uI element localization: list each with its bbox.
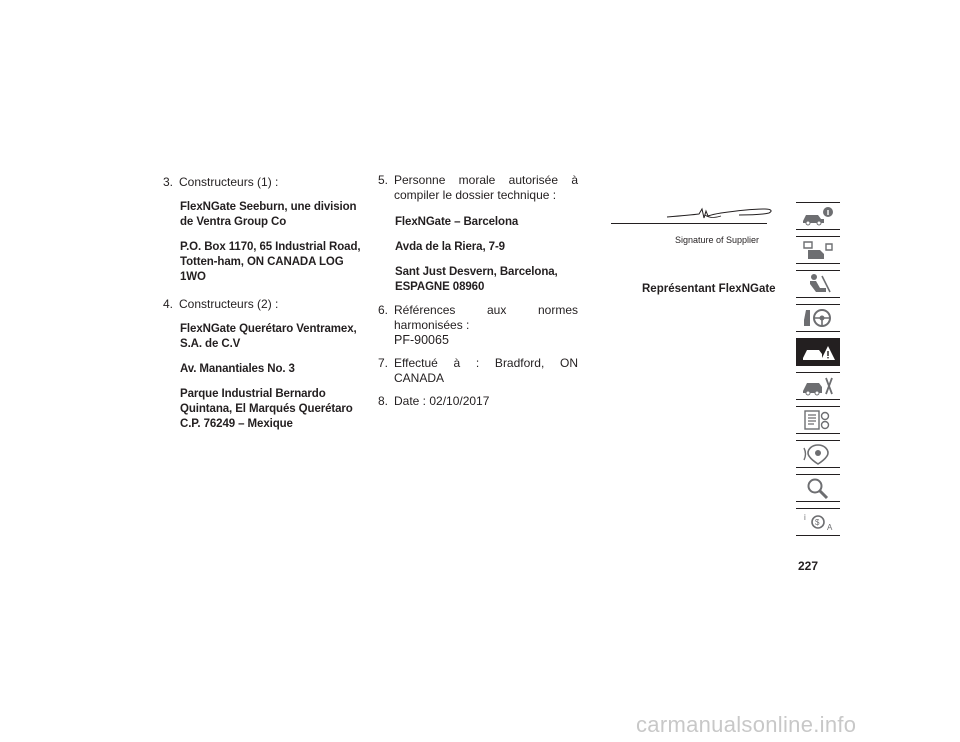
list-item-3	[163, 175, 365, 190]
list-item-5	[378, 173, 578, 203]
tab-car-info[interactable]	[796, 202, 840, 230]
item-number: 6.	[378, 303, 389, 317]
standards-value: PF-90065	[394, 333, 449, 347]
item-text	[394, 303, 578, 348]
car-service-icon	[800, 374, 836, 398]
item-text: Constructeurs (1) :	[179, 175, 279, 189]
compiler-street: Avda de la Riera, 7-9	[395, 241, 505, 253]
tab-car-emergency[interactable]	[796, 338, 840, 366]
handwritten-signature	[665, 203, 775, 225]
item-text: Effectué à : Bradford, ON CANADA	[394, 356, 578, 385]
signature-line	[611, 223, 767, 224]
airbag-seat-icon	[800, 272, 836, 296]
specifications-icon	[800, 408, 836, 432]
middle-column	[378, 173, 578, 409]
search-icon	[800, 476, 836, 500]
list-item-6	[378, 303, 578, 348]
tab-steering-wheel[interactable]	[796, 304, 840, 332]
tab-multimedia[interactable]	[796, 440, 840, 468]
car-info-icon	[800, 204, 836, 228]
page-number: 227	[798, 559, 819, 573]
item-number: 8.	[378, 394, 389, 408]
manufacturer-2-street: Av. Manantiales No. 3	[180, 363, 295, 375]
car-emergency-icon	[800, 340, 836, 364]
list-item-4	[163, 297, 365, 312]
car-warning-icon	[800, 238, 836, 262]
steering-wheel-icon	[800, 306, 836, 330]
languages-icon	[800, 510, 836, 534]
list-item-7	[378, 356, 578, 386]
manufacturer-1-name: FlexNGate Seeburn, une division de Ventra Group Co	[180, 201, 357, 228]
manufacturer-1-address: P.O. Box 1170, 65 Industrial Road, Totten-ham, ON CANADA LOG 1WO	[180, 241, 361, 283]
item-number: 5.	[378, 173, 389, 187]
svg-text:i: i	[804, 513, 806, 522]
svg-text:$: $	[815, 518, 820, 527]
tab-specifications[interactable]	[796, 406, 840, 434]
compiler-city: Sant Just Desvern, Barcelona, ESPAGNE 08960	[395, 266, 558, 293]
item-number: 4.	[163, 297, 174, 311]
item-text: Personne morale autorisée à compiler le dossier technique :	[394, 173, 578, 202]
representative-label: Représentant FlexNGate	[642, 283, 776, 295]
signature-caption: Signature of Supplier	[675, 235, 760, 245]
manufacturer-2-city: Parque Industrial Bernardo Quintana, El Marqués Querétaro C.P. 76249 – Mexique	[180, 388, 353, 430]
svg-text:A: A	[827, 523, 833, 532]
item-number: 7.	[378, 356, 389, 370]
standards-label: Références aux normes harmonisées :	[394, 303, 578, 332]
watermark: carmanualsonline.info	[636, 712, 857, 737]
multimedia-icon	[800, 442, 836, 466]
tab-search[interactable]	[796, 474, 840, 502]
item-text: Constructeurs (2) :	[179, 297, 279, 311]
tab-airbag-seat[interactable]	[796, 270, 840, 298]
tab-languages[interactable]	[796, 508, 840, 536]
tab-car-service[interactable]	[796, 372, 840, 400]
left-column	[163, 175, 365, 432]
item-number: 3.	[163, 175, 174, 189]
list-item-8	[378, 394, 578, 409]
manufacturer-2-name: FlexNGate Querétaro Ventramex, S.A. de C.V	[180, 323, 357, 350]
item-text: Date : 02/10/2017	[394, 394, 490, 408]
tab-car-warning[interactable]	[796, 236, 840, 264]
compiler-name: FlexNGate – Barcelona	[395, 216, 519, 228]
